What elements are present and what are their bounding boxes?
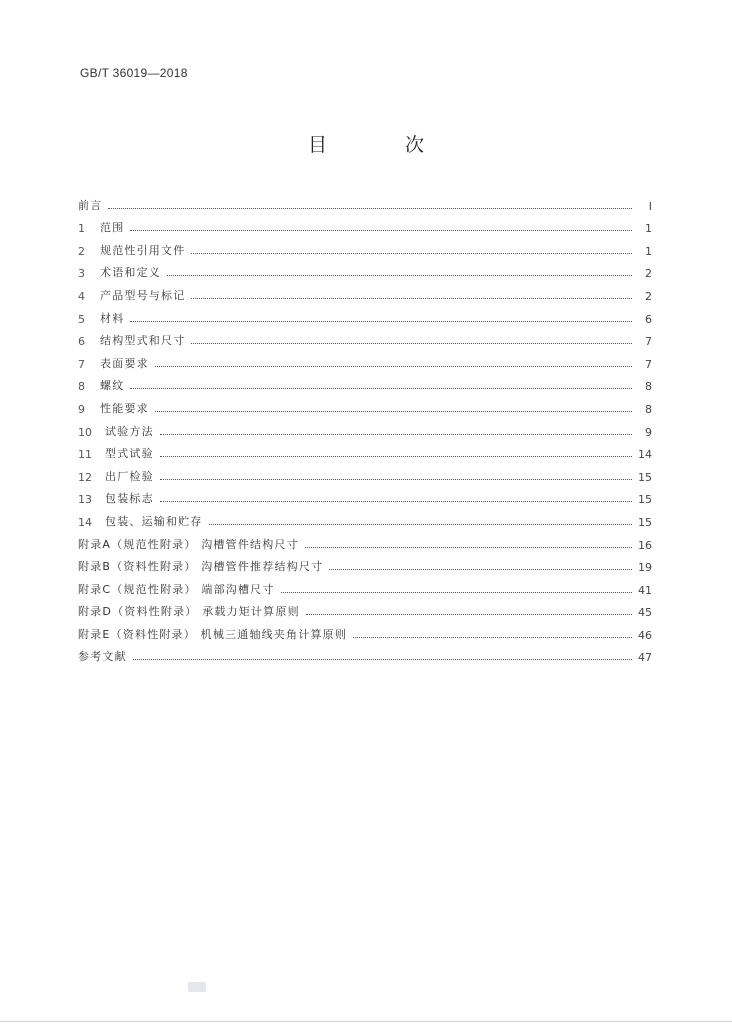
toc-entry-page: 8 bbox=[645, 380, 652, 394]
toc-entry-number: 7 bbox=[78, 357, 85, 371]
toc-entry-label: 产品型号与标记 bbox=[100, 288, 186, 302]
toc-entry-page: 47 bbox=[638, 651, 652, 665]
toc-dot-leader bbox=[130, 387, 632, 389]
toc-entry[interactable] bbox=[78, 348, 652, 371]
bottom-divider bbox=[0, 1021, 732, 1022]
toc-dot-leader bbox=[191, 252, 632, 254]
toc-entry-number: 4 bbox=[78, 289, 85, 303]
toc-entry[interactable] bbox=[78, 303, 652, 326]
toc-dot-leader bbox=[160, 433, 632, 435]
toc-entry-number: 8 bbox=[78, 380, 85, 394]
toc-dot-leader bbox=[130, 320, 632, 322]
toc-dot-leader bbox=[305, 546, 632, 548]
toc-entry-label: 附录C（规范性附录） 端部沟槽尺寸 bbox=[78, 582, 275, 596]
toc-entry-number: 3 bbox=[78, 267, 85, 281]
page-title: 目 次 bbox=[307, 134, 461, 156]
toc-dot-leader bbox=[353, 636, 632, 638]
toc-entry-page: 16 bbox=[638, 538, 652, 552]
toc-dot-leader bbox=[306, 613, 632, 615]
toc-entry-page: 1 bbox=[645, 244, 652, 258]
watermark-logo bbox=[188, 982, 206, 992]
toc-entry[interactable] bbox=[78, 506, 652, 529]
toc-entry-page: I bbox=[648, 199, 652, 213]
toc-entry-label: 附录B（资料性附录） 沟槽管件推荐结构尺寸 bbox=[78, 560, 324, 574]
toc-entry[interactable] bbox=[78, 258, 652, 281]
toc-dot-leader bbox=[329, 568, 632, 570]
toc-entry-page: 15 bbox=[638, 515, 652, 529]
toc-entry-number: 11 bbox=[78, 448, 92, 462]
toc-entry[interactable] bbox=[78, 235, 652, 258]
toc-entry[interactable] bbox=[78, 371, 652, 394]
toc-entry-label: 结构型式和尺寸 bbox=[100, 334, 186, 348]
toc-entry[interactable] bbox=[78, 597, 652, 620]
toc-entry-label: 螺纹 bbox=[100, 379, 125, 393]
toc-entry-label: 术语和定义 bbox=[100, 266, 161, 280]
toc-dot-leader bbox=[108, 207, 632, 209]
toc-entry[interactable] bbox=[78, 484, 652, 507]
toc-entry-page: 46 bbox=[638, 628, 652, 642]
toc-entry[interactable] bbox=[78, 326, 652, 349]
toc-dot-leader bbox=[160, 500, 632, 502]
toc-entry-label: 规范性引用文件 bbox=[100, 243, 186, 257]
toc-entry[interactable] bbox=[78, 461, 652, 484]
toc-entry-number: 12 bbox=[78, 470, 92, 484]
toc-entry[interactable] bbox=[78, 642, 652, 665]
toc-entry[interactable] bbox=[78, 393, 652, 416]
toc-entry-label: 前言 bbox=[78, 198, 103, 212]
toc-entry[interactable] bbox=[78, 213, 652, 236]
toc-entry-number: 9 bbox=[78, 402, 85, 416]
toc-entry-label: 附录A（规范性附录） 沟槽管件结构尺寸 bbox=[78, 537, 299, 551]
toc-entry-label: 性能要求 bbox=[100, 401, 149, 415]
toc-entry-label: 包装、运输和贮存 bbox=[105, 514, 203, 528]
toc-entry[interactable] bbox=[78, 574, 652, 597]
toc-entry-label: 材料 bbox=[100, 311, 125, 325]
toc-dot-leader bbox=[160, 455, 632, 457]
toc-entry-page: 15 bbox=[638, 493, 652, 507]
toc-entry-page: 7 bbox=[645, 335, 652, 349]
toc-dot-leader bbox=[167, 274, 632, 276]
toc-entry[interactable] bbox=[78, 439, 652, 462]
toc-entry[interactable] bbox=[78, 280, 652, 303]
toc-entry-page: 6 bbox=[645, 312, 652, 326]
toc-entry-label: 出厂检验 bbox=[105, 469, 154, 483]
toc-entry-label: 附录D（资料性附录） 承载力矩计算原则 bbox=[78, 605, 300, 619]
toc-entry-number: 6 bbox=[78, 335, 85, 349]
toc-entry-number: 10 bbox=[78, 425, 92, 439]
toc-entry-label: 参考文献 bbox=[78, 650, 127, 664]
toc-dot-leader bbox=[209, 523, 632, 525]
toc-entry-label: 型式试验 bbox=[105, 447, 154, 461]
toc-entry-number: 14 bbox=[78, 515, 92, 529]
toc-entry-number: 2 bbox=[78, 244, 85, 258]
toc-entry-number: 5 bbox=[78, 312, 85, 326]
toc-entry-number: 1 bbox=[78, 222, 85, 236]
toc-entry[interactable] bbox=[78, 416, 652, 439]
toc-entry-page: 15 bbox=[638, 470, 652, 484]
toc-entry-page: 45 bbox=[638, 606, 652, 620]
toc-entry-page: 2 bbox=[645, 267, 652, 281]
table-of-contents bbox=[78, 190, 652, 664]
toc-entry[interactable] bbox=[78, 529, 652, 552]
toc-entry-page: 19 bbox=[638, 561, 652, 575]
toc-entry-page: 14 bbox=[638, 448, 652, 462]
toc-dot-leader bbox=[160, 478, 632, 480]
standard-code: GB/T 36019—2018 bbox=[80, 66, 188, 80]
toc-dot-leader bbox=[155, 410, 632, 412]
toc-entry-label: 表面要求 bbox=[100, 356, 149, 370]
toc-entry-page: 2 bbox=[645, 289, 652, 303]
toc-dot-leader bbox=[133, 658, 632, 660]
toc-entry[interactable] bbox=[78, 619, 652, 642]
toc-entry[interactable] bbox=[78, 190, 652, 213]
toc-dot-leader bbox=[130, 229, 632, 231]
toc-entry-label: 试验方法 bbox=[105, 424, 154, 438]
toc-entry-number: 13 bbox=[78, 493, 92, 507]
toc-entry-page: 8 bbox=[645, 402, 652, 416]
toc-entry-page: 1 bbox=[645, 222, 652, 236]
toc-entry-label: 附录E（资料性附录） 机械三通轴线夹角计算原则 bbox=[78, 627, 348, 641]
toc-entry-label: 包装标志 bbox=[105, 492, 154, 506]
toc-entry-label: 范围 bbox=[100, 221, 125, 235]
toc-dot-leader bbox=[191, 297, 632, 299]
toc-dot-leader bbox=[281, 591, 632, 593]
toc-entry[interactable] bbox=[78, 552, 652, 575]
toc-dot-leader bbox=[155, 365, 632, 367]
toc-entry-page: 7 bbox=[645, 357, 652, 371]
toc-dot-leader bbox=[191, 342, 632, 344]
toc-entry-page: 41 bbox=[638, 583, 652, 597]
toc-entry-page: 9 bbox=[645, 425, 652, 439]
